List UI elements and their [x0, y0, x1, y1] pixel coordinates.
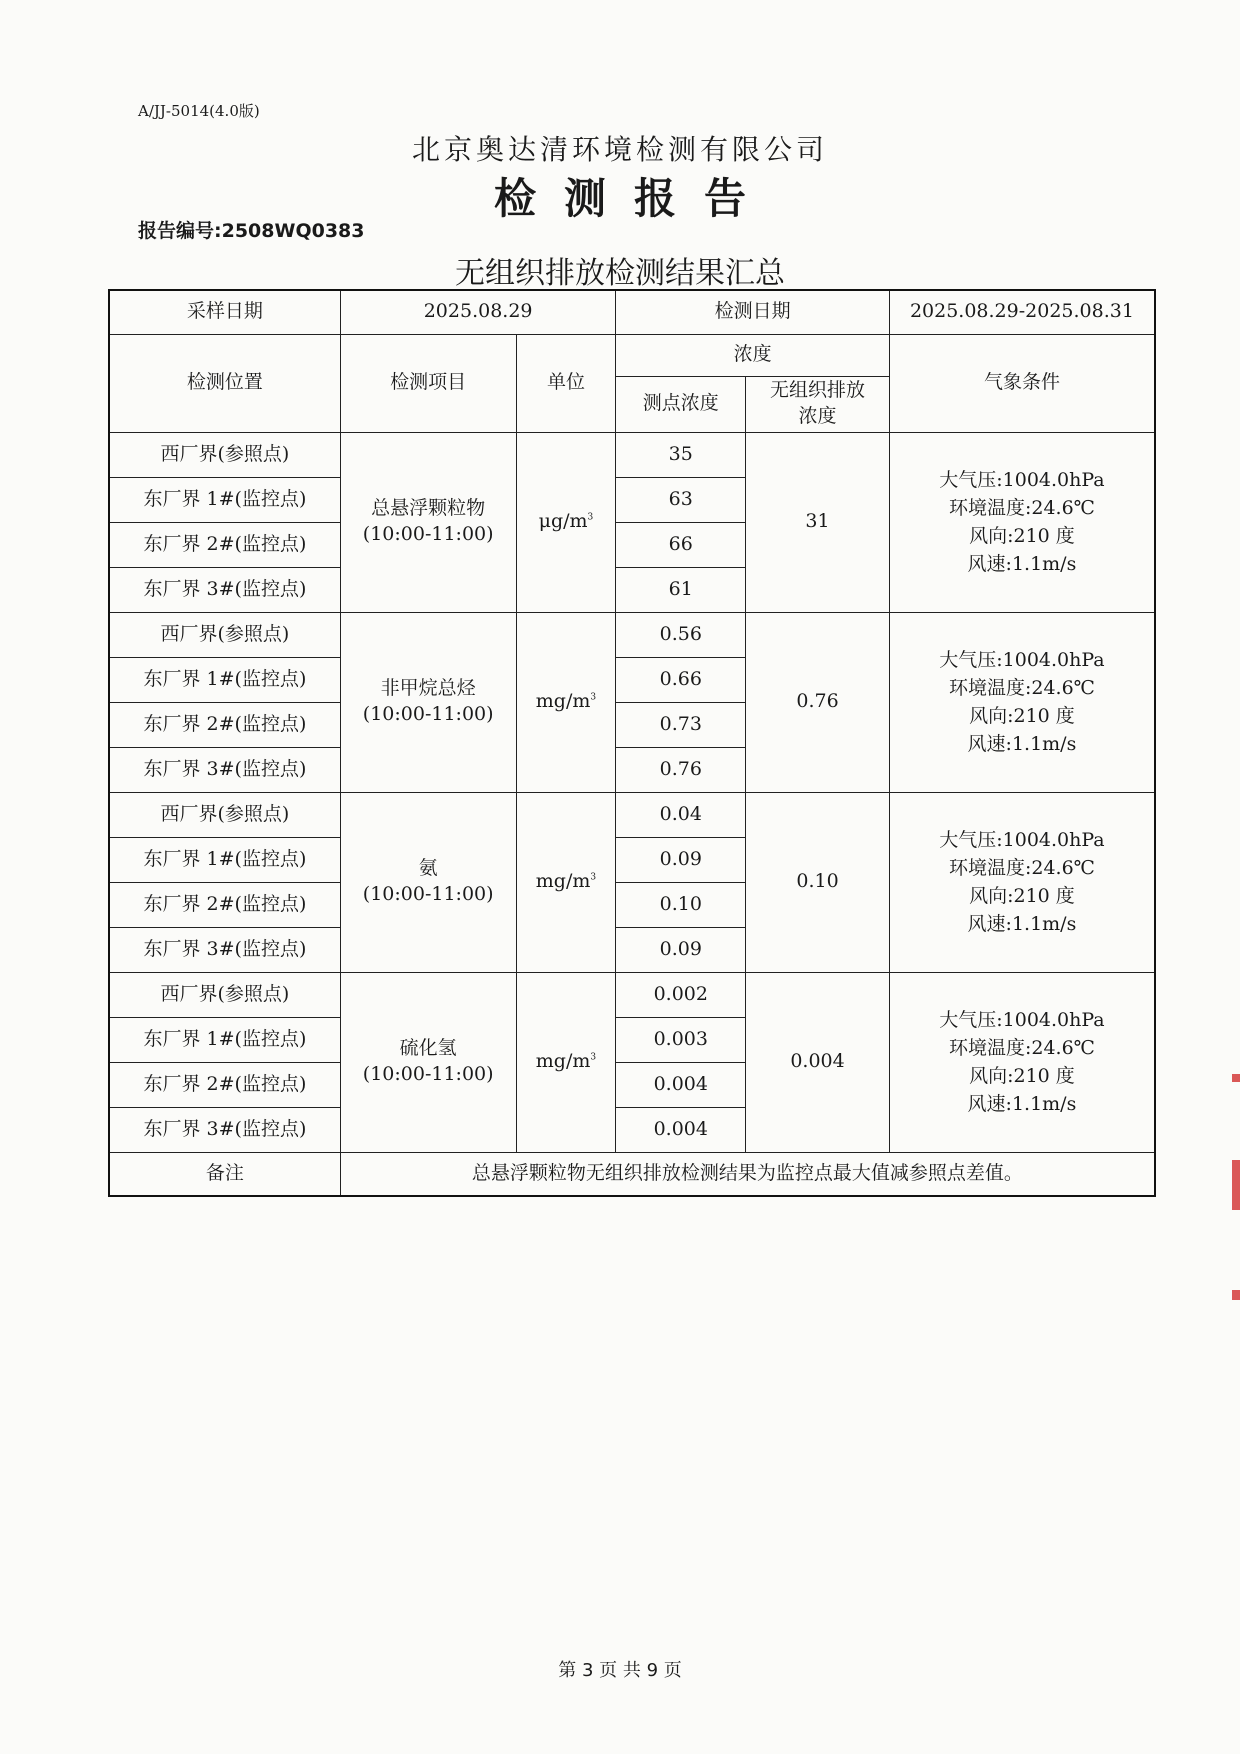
table-row	[109, 432, 1155, 477]
header-emission-concentration: 无组织排放浓度	[746, 376, 890, 432]
unit-text: mg/m	[535, 690, 591, 713]
report-number-value: 2508WQ0383	[221, 220, 365, 242]
location-cell: 东厂界 1#(监控点)	[109, 837, 340, 882]
seal-mark	[1232, 1160, 1240, 1210]
point-concentration-cell: 61	[616, 567, 746, 612]
location-cell: 西厂界(参照点)	[109, 612, 340, 657]
point-concentration-cell: 0.56	[616, 612, 746, 657]
document-title: 检测报告	[493, 174, 774, 223]
emission-concentration-cell: 0.10	[746, 792, 890, 972]
unit-superscript: 3	[590, 692, 597, 703]
header-item: 检测项目	[340, 334, 516, 432]
location-cell: 西厂界(参照点)	[109, 432, 340, 477]
item-cell	[340, 972, 516, 1152]
item-cell	[340, 792, 516, 972]
item-name: 硫化氢	[399, 1037, 457, 1060]
weather-line: 风向:210 度	[969, 885, 1075, 907]
point-concentration-cell: 0.004	[616, 1107, 746, 1152]
table-row	[109, 612, 1155, 657]
sampling-date-value: 2025.08.29	[340, 290, 616, 334]
location-cell: 东厂界 1#(监控点)	[109, 1017, 340, 1062]
emission-concentration-cell: 0.76	[746, 612, 890, 792]
item-name: 氨	[418, 857, 438, 880]
header-concentration: 浓度	[616, 334, 890, 376]
emission-concentration-cell: 31	[746, 432, 890, 612]
unit-cell	[516, 972, 616, 1152]
unit-text: mg/m	[535, 1050, 591, 1073]
unit-cell	[516, 792, 616, 972]
item-time: (10:00-11:00)	[362, 523, 494, 545]
location-cell: 东厂界 2#(监控点)	[109, 1062, 340, 1107]
location-cell: 西厂界(参照点)	[109, 792, 340, 837]
item-cell	[340, 432, 516, 612]
weather-line: 风速:1.1m/s	[967, 913, 1077, 935]
unit-cell	[516, 432, 616, 612]
location-cell: 东厂界 1#(监控点)	[109, 657, 340, 702]
weather-cell	[889, 972, 1155, 1152]
point-concentration-cell: 0.66	[616, 657, 746, 702]
results-table	[108, 289, 1156, 1197]
location-cell: 东厂界 3#(监控点)	[109, 747, 340, 792]
item-cell	[340, 612, 516, 792]
seal-mark	[1232, 1290, 1240, 1300]
table-row	[109, 972, 1155, 1017]
weather-line: 风向:210 度	[969, 705, 1075, 727]
weather-line: 大气压:1004.0hPa	[939, 1009, 1105, 1031]
report-number	[138, 216, 364, 243]
header-row-1	[109, 334, 1155, 376]
weather-line: 大气压:1004.0hPa	[939, 829, 1105, 851]
results-table-body	[109, 290, 1155, 1196]
table-title: 无组织排放检测结果汇总	[455, 256, 785, 291]
location-cell: 东厂界 1#(监控点)	[109, 477, 340, 522]
point-concentration-cell: 0.09	[616, 837, 746, 882]
location-cell: 东厂界 3#(监控点)	[109, 927, 340, 972]
unit-text: mg/m	[535, 870, 591, 893]
remark-text: 总悬浮颗粒物无组织排放检测结果为监控点最大值减参照点差值。	[340, 1152, 1155, 1196]
location-cell: 西厂界(参照点)	[109, 972, 340, 1017]
weather-cell	[889, 792, 1155, 972]
location-cell: 东厂界 2#(监控点)	[109, 522, 340, 567]
point-concentration-cell: 0.003	[616, 1017, 746, 1062]
weather-line: 风向:210 度	[969, 525, 1075, 547]
report-number-label: 报告编号:	[138, 220, 222, 242]
item-name: 总悬浮颗粒物	[371, 497, 486, 520]
remark-row	[109, 1152, 1155, 1196]
header-point-concentration: 测点浓度	[616, 376, 746, 432]
item-time: (10:00-11:00)	[362, 1063, 494, 1085]
seal-mark	[1232, 1074, 1240, 1082]
point-concentration-cell: 35	[616, 432, 746, 477]
point-concentration-cell: 63	[616, 477, 746, 522]
point-concentration-cell: 0.004	[616, 1062, 746, 1107]
sampling-date-label: 采样日期	[109, 290, 340, 334]
weather-line: 大气压:1004.0hPa	[939, 649, 1105, 671]
header-unit: 单位	[516, 334, 616, 432]
location-cell: 东厂界 3#(监控点)	[109, 1107, 340, 1152]
unit-superscript: 3	[590, 872, 597, 883]
unit-superscript: 3	[590, 1052, 597, 1063]
weather-cell	[889, 612, 1155, 792]
weather-line: 环境温度:24.6℃	[948, 497, 1095, 519]
weather-line: 风速:1.1m/s	[967, 1093, 1077, 1115]
weather-line: 风向:210 度	[969, 1065, 1075, 1087]
point-concentration-cell: 0.76	[616, 747, 746, 792]
weather-line: 环境温度:24.6℃	[948, 857, 1095, 879]
weather-line: 环境温度:24.6℃	[948, 677, 1095, 699]
location-cell: 东厂界 3#(监控点)	[109, 567, 340, 612]
date-row	[109, 290, 1155, 334]
company-name: 北京奥达清环境检测有限公司	[411, 133, 828, 166]
unit-text: μg/m	[538, 510, 588, 533]
point-concentration-cell: 0.04	[616, 792, 746, 837]
item-time: (10:00-11:00)	[362, 883, 494, 905]
item-time: (10:00-11:00)	[362, 703, 494, 725]
emission-concentration-cell: 0.004	[746, 972, 890, 1152]
location-cell: 东厂界 2#(监控点)	[109, 882, 340, 927]
table-row	[109, 792, 1155, 837]
point-concentration-cell: 0.002	[616, 972, 746, 1017]
test-date-label: 检测日期	[616, 290, 890, 334]
unit-superscript: 3	[587, 512, 594, 523]
weather-line: 风速:1.1m/s	[967, 553, 1077, 575]
weather-line: 环境温度:24.6℃	[948, 1037, 1095, 1059]
form-code: A/JJ-5014(4.0版)	[138, 102, 260, 120]
unit-cell	[516, 612, 616, 792]
point-concentration-cell: 0.09	[616, 927, 746, 972]
weather-line: 风速:1.1m/s	[967, 733, 1077, 755]
location-cell: 东厂界 2#(监控点)	[109, 702, 340, 747]
remark-label: 备注	[109, 1152, 340, 1196]
header-weather: 气象条件	[889, 334, 1155, 432]
item-name: 非甲烷总烃	[380, 677, 476, 700]
point-concentration-cell: 0.73	[616, 702, 746, 747]
point-concentration-cell: 0.10	[616, 882, 746, 927]
weather-line: 大气压:1004.0hPa	[939, 469, 1105, 491]
weather-cell	[889, 432, 1155, 612]
point-concentration-cell: 66	[616, 522, 746, 567]
page-number: 第 3 页 共 9 页	[558, 1660, 682, 1681]
test-date-value: 2025.08.29-2025.08.31	[889, 290, 1155, 334]
header-location: 检测位置	[109, 334, 340, 432]
